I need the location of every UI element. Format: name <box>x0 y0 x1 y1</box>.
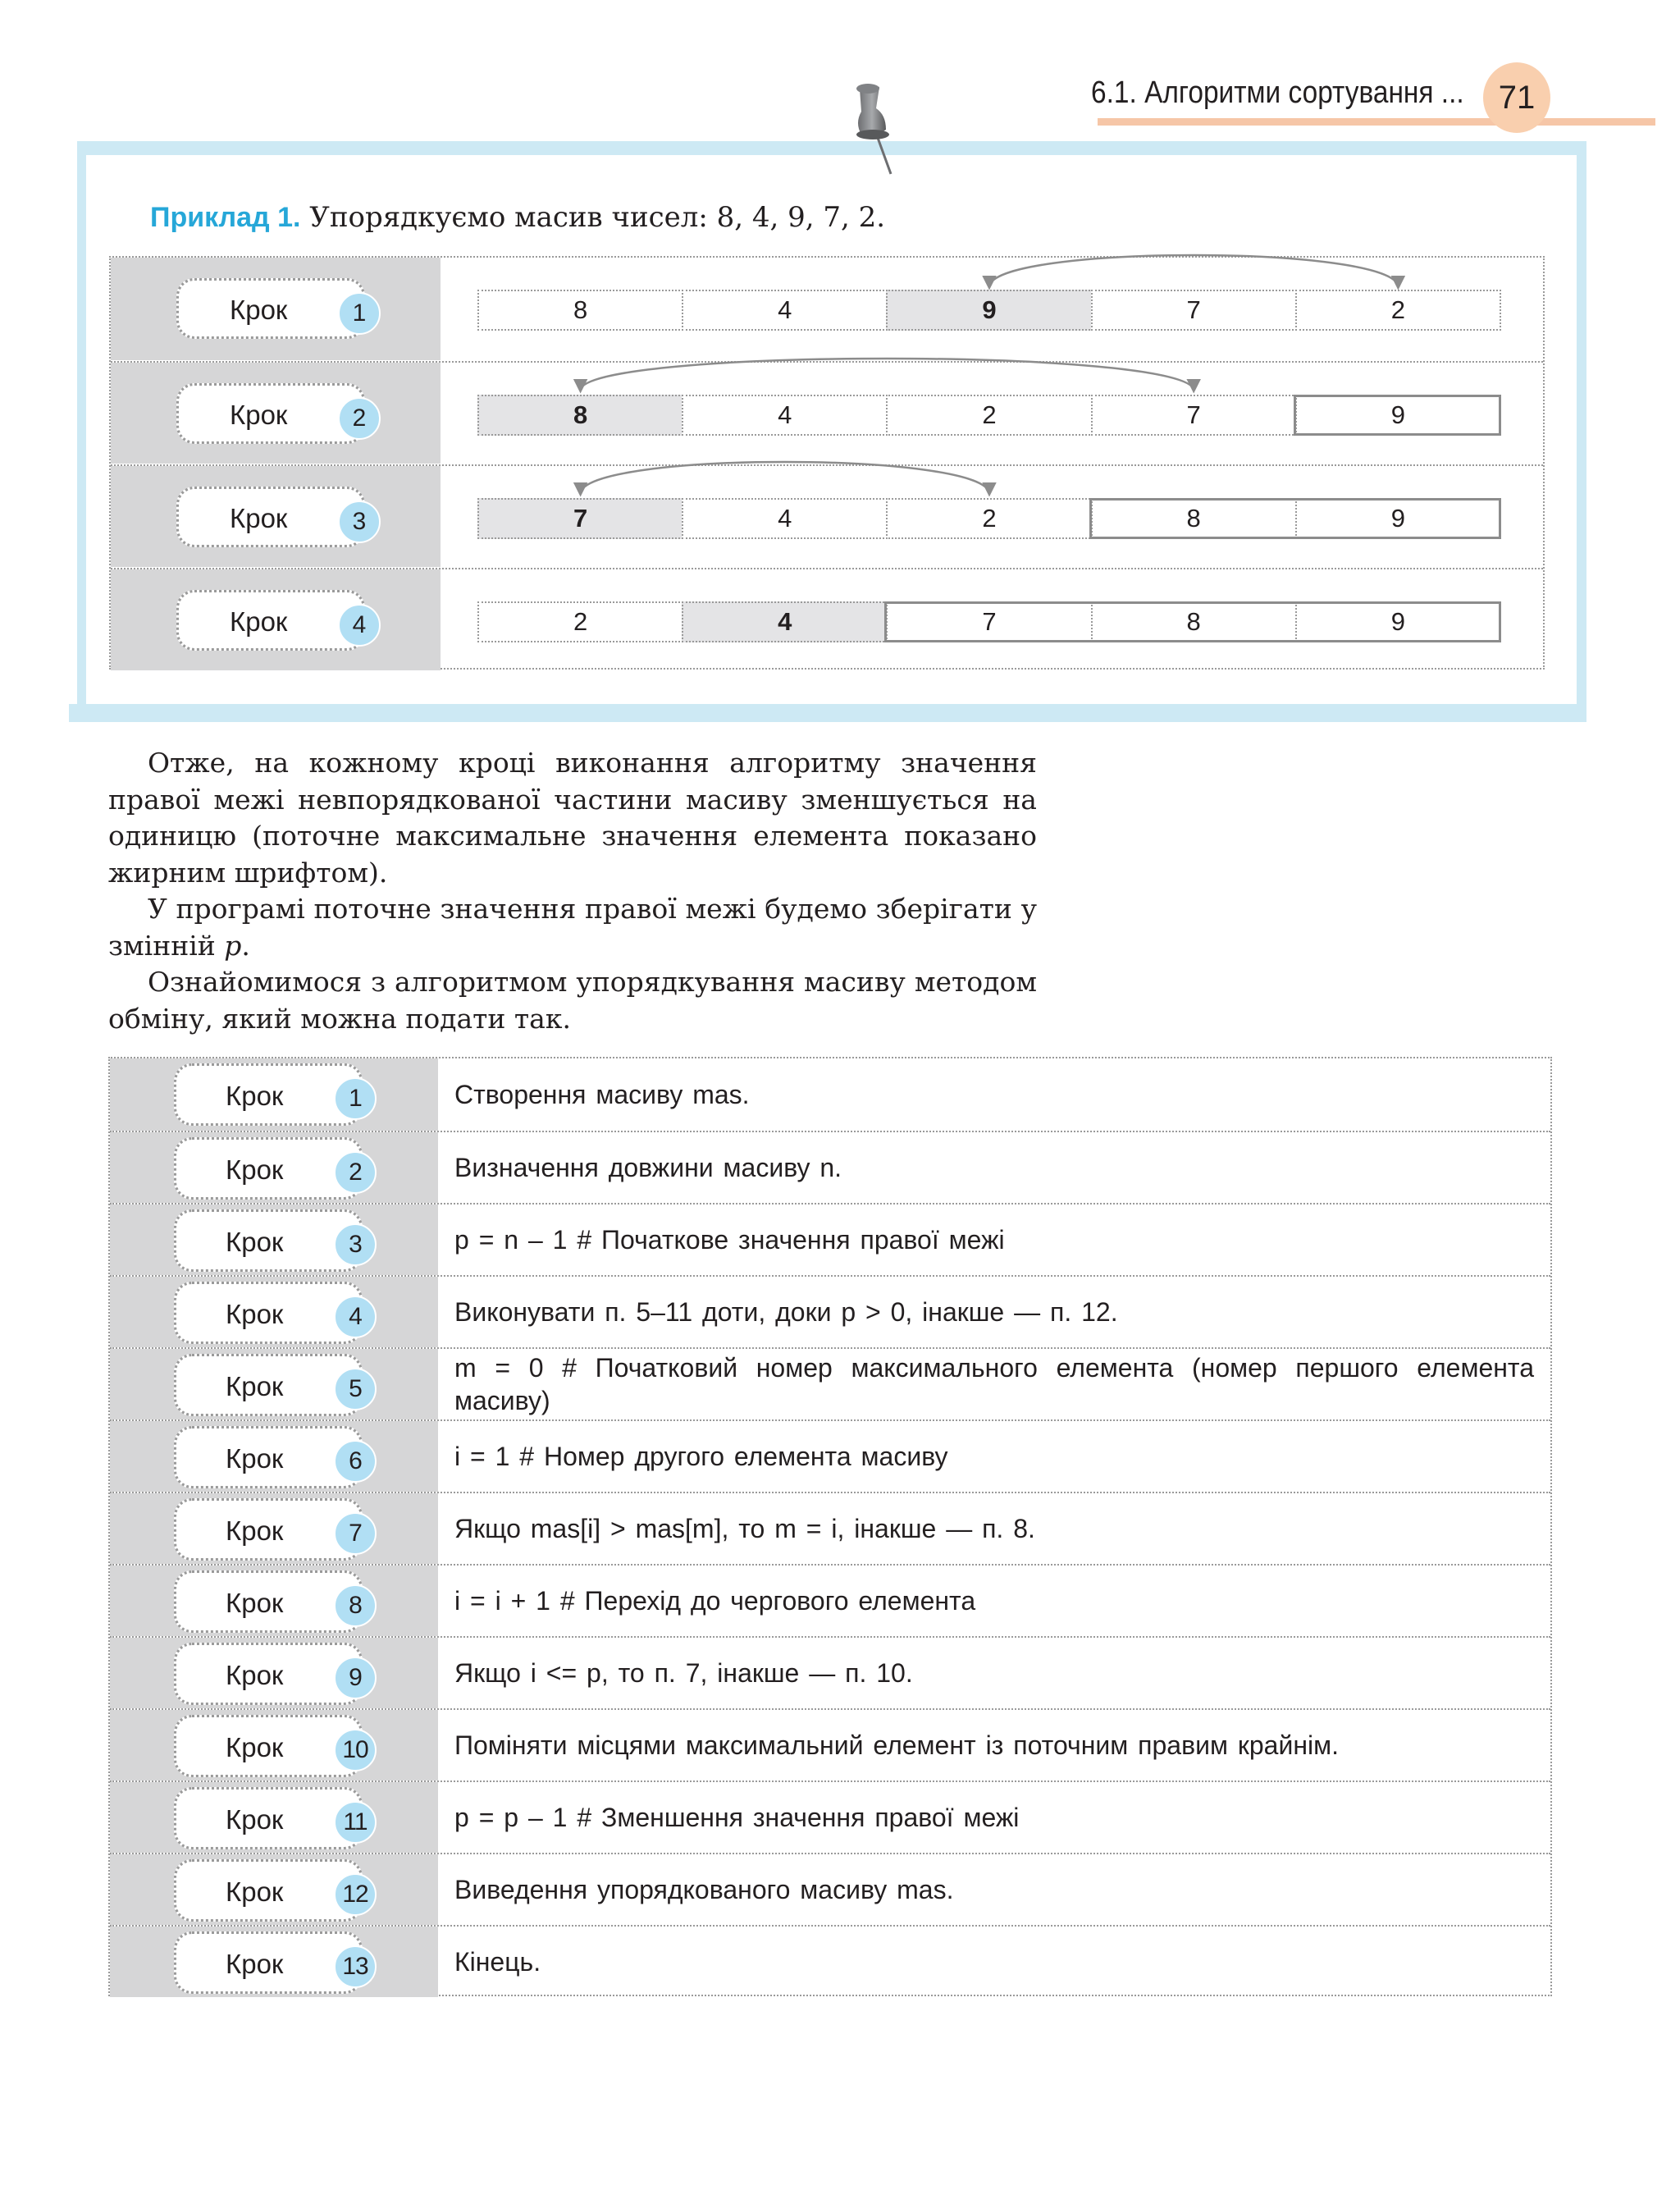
step-number-badge: 13 <box>334 1945 377 1988</box>
step-word: Крок <box>226 1371 284 1401</box>
step-word: Крок <box>226 1876 284 1907</box>
algorithm-step-row <box>110 1853 1550 1925</box>
step-number-badge: 9 <box>334 1657 377 1699</box>
example-frame-top <box>77 141 1586 155</box>
algorithm-step-row <box>110 1780 1550 1853</box>
array-cell: 2 <box>886 395 1092 436</box>
explanation-text <box>108 745 1037 1037</box>
step-pill <box>174 1282 363 1344</box>
step-number-badge: 8 <box>334 1584 377 1627</box>
header-rule <box>1098 118 1655 126</box>
step-word: Крок <box>230 295 288 325</box>
step-label-cell <box>110 1854 438 1925</box>
array-cell: 9 <box>1295 498 1501 539</box>
step-description <box>454 1132 1534 1203</box>
step-label-cell <box>111 466 441 567</box>
array-cells <box>477 395 1508 436</box>
step-number-badge: 2 <box>334 1151 377 1194</box>
step-number-badge: 3 <box>334 1223 377 1266</box>
array-cell: 9 <box>1295 395 1501 436</box>
step-description-text: i = 1 # Номер другого елемента масиву <box>454 1442 948 1471</box>
step-pill <box>174 1570 363 1633</box>
step-description-text: Виведення упорядкованого масиву mas. <box>454 1875 954 1904</box>
algorithm-step-row <box>110 1564 1550 1636</box>
step-word: Крок <box>226 1227 284 1257</box>
step-label-cell <box>110 1710 438 1780</box>
step-word: Крок <box>226 1299 284 1329</box>
step-pill <box>176 278 365 339</box>
algorithm-step-row <box>110 1203 1550 1275</box>
example-caption <box>150 201 885 234</box>
paragraph-3: Ознайомимося з алгоритмом упорядкування масиву методом обміну, який можна подати так. <box>108 966 1037 1035</box>
step-label-cell <box>110 1277 438 1347</box>
step-label-cell <box>110 1421 438 1492</box>
step-word: Крок <box>226 1804 284 1835</box>
example-step-row <box>111 361 1543 464</box>
step-description-text: Кінець. <box>454 1947 541 1977</box>
step-label-cell <box>110 1638 438 1708</box>
step-pill <box>176 383 365 444</box>
step-word: Крок <box>226 1515 284 1546</box>
array-cell: 7 <box>1091 395 1297 436</box>
step-description <box>454 1058 1534 1131</box>
step-description-text: Виконувати п. 5–11 доти, доки p > 0, інакше — п. 12. <box>454 1297 1118 1327</box>
step-number-badge: 3 <box>338 501 381 543</box>
paragraph-2-text: У програмі поточне значення правої межі будемо зберігати у змінній <box>108 893 1037 962</box>
step-label-cell <box>110 1058 438 1131</box>
algorithm-table <box>108 1057 1552 1996</box>
step-label-cell <box>110 1204 438 1275</box>
array-cell: 7 <box>1091 290 1297 331</box>
section-title: 6.1. Алгоритми сортування ... <box>1091 75 1464 110</box>
step-label-cell <box>110 1782 438 1853</box>
paragraph-1: Отже, на кожному кроці виконання алгоритму значення правої межі невпорядкованої частини масиву зменшується на одиницю (поточне максимальне значення елемента показано жирним шрифтом). <box>108 747 1037 889</box>
step-description-text: m = 0 # Початковий номер максимального елемента (номер першого елемента масиву) <box>454 1353 1534 1415</box>
step-description-text: Визначення довжини масиву n. <box>454 1153 842 1182</box>
step-description <box>454 1638 1534 1708</box>
array-cell-max: 9 <box>886 290 1092 331</box>
step-description <box>454 1493 1534 1564</box>
array-cells <box>477 290 1508 331</box>
step-pill <box>176 487 365 547</box>
array-cell: 4 <box>682 290 888 331</box>
step-pill <box>174 1354 363 1416</box>
step-number-badge: 5 <box>334 1368 377 1410</box>
step-number-badge: 1 <box>338 292 381 335</box>
step-number-badge: 2 <box>338 397 381 440</box>
step-word: Крок <box>226 1660 284 1690</box>
example-text: Упорядкуємо масив чисел: 8, 4, 9, 7, 2. <box>309 201 886 234</box>
step-description <box>454 1349 1534 1419</box>
array-cell: 8 <box>1091 601 1297 642</box>
step-description <box>454 1566 1534 1636</box>
step-label-cell <box>110 1493 438 1564</box>
example-step-row <box>111 258 1543 360</box>
array-cells <box>477 601 1508 642</box>
algorithm-step-row <box>110 1131 1550 1203</box>
array-cells <box>477 498 1508 539</box>
step-word: Крок <box>226 1949 284 1979</box>
step-description <box>454 1204 1534 1275</box>
example-step-row <box>111 568 1543 670</box>
step-word: Крок <box>230 503 288 533</box>
step-number-badge: 1 <box>334 1077 377 1120</box>
array-cell: 4 <box>682 395 888 436</box>
example-frame-left <box>77 141 86 715</box>
step-description-text: Поміняти місцями максимальний елемент із поточним правим крайнім. <box>454 1730 1339 1760</box>
step-word: Крок <box>226 1732 284 1762</box>
step-label-cell <box>110 1927 438 1997</box>
step-number-badge: 10 <box>334 1729 377 1771</box>
step-description-text: p = p – 1 # Зменшення значення правої межі <box>454 1803 1020 1832</box>
step-word: Крок <box>226 1154 284 1185</box>
step-word: Крок <box>226 1081 284 1111</box>
array-cell: 8 <box>477 290 683 331</box>
algorithm-step-row <box>110 1419 1550 1492</box>
step-pill <box>174 1137 363 1200</box>
algorithm-step-row <box>110 1636 1550 1708</box>
array-cell: 2 <box>1295 290 1501 331</box>
push-pin-icon <box>843 80 909 177</box>
step-description <box>454 1710 1534 1780</box>
step-number-badge: 6 <box>334 1440 377 1483</box>
array-cell: 2 <box>886 498 1092 539</box>
algorithm-step-row <box>110 1275 1550 1347</box>
algorithm-step-row <box>110 1708 1550 1780</box>
step-pill <box>174 1715 368 1777</box>
step-number-badge: 11 <box>334 1801 377 1844</box>
algorithm-step-row <box>110 1492 1550 1564</box>
step-label-cell <box>111 258 441 360</box>
step-label-cell <box>111 569 441 670</box>
step-description-text: i = i + 1 # Перехід до чергового елемента <box>454 1586 976 1616</box>
array-cell: 8 <box>1091 498 1297 539</box>
example-steps-table <box>109 256 1545 670</box>
step-description <box>454 1782 1534 1853</box>
step-word: Крок <box>230 400 288 430</box>
array-cell: 7 <box>886 601 1092 642</box>
step-number-badge: 4 <box>338 604 381 647</box>
step-number-badge: 7 <box>334 1512 377 1555</box>
step-number-badge: 4 <box>334 1296 377 1338</box>
step-pill <box>174 1931 368 1994</box>
step-description-text: Створення масиву mas. <box>454 1080 750 1109</box>
step-pill <box>176 590 365 651</box>
step-description-text: Якщо mas[i] > mas[m], то m = i, інакше — п. 8. <box>454 1514 1035 1543</box>
example-frame-bottom <box>69 704 1583 722</box>
variable-p: p <box>224 929 242 962</box>
step-pill <box>174 1209 363 1272</box>
step-label-cell <box>110 1132 438 1203</box>
step-number-badge: 12 <box>334 1873 377 1916</box>
algorithm-step-row <box>110 1925 1550 1997</box>
paragraph-2 <box>108 891 1037 964</box>
step-pill <box>174 1643 363 1705</box>
array-cell: 4 <box>682 498 888 539</box>
step-description <box>454 1927 1534 1997</box>
step-word: Крок <box>230 606 288 637</box>
example-label: Приклад 1. <box>150 202 301 233</box>
step-word: Крок <box>226 1588 284 1618</box>
step-description <box>454 1421 1534 1492</box>
step-pill <box>174 1859 368 1922</box>
array-cell: 9 <box>1295 601 1501 642</box>
step-label-cell <box>111 363 441 464</box>
array-cell-max: 4 <box>682 601 888 642</box>
step-description <box>454 1277 1534 1347</box>
array-cell-max: 8 <box>477 395 683 436</box>
step-pill <box>174 1498 363 1561</box>
step-description-text: Якщо i <= p, то п. 7, інакше — п. 10. <box>454 1658 913 1688</box>
step-word: Крок <box>226 1443 284 1474</box>
step-pill <box>174 1426 363 1488</box>
step-pill <box>174 1787 368 1849</box>
step-label-cell <box>110 1349 438 1419</box>
example-step-row <box>111 464 1543 567</box>
algorithm-step-row <box>110 1347 1550 1419</box>
step-label-cell <box>110 1566 438 1636</box>
algorithm-step-row <box>110 1058 1550 1131</box>
paragraph-2-end: . <box>241 929 250 962</box>
step-pill <box>174 1063 363 1126</box>
step-description-text: p = n – 1 # Початкове значення правої межі <box>454 1225 1005 1255</box>
step-description <box>454 1854 1534 1925</box>
page-number: 71 <box>1483 62 1550 133</box>
array-cell-max: 7 <box>477 498 683 539</box>
array-cell: 2 <box>477 601 683 642</box>
example-frame-right <box>1577 141 1586 722</box>
